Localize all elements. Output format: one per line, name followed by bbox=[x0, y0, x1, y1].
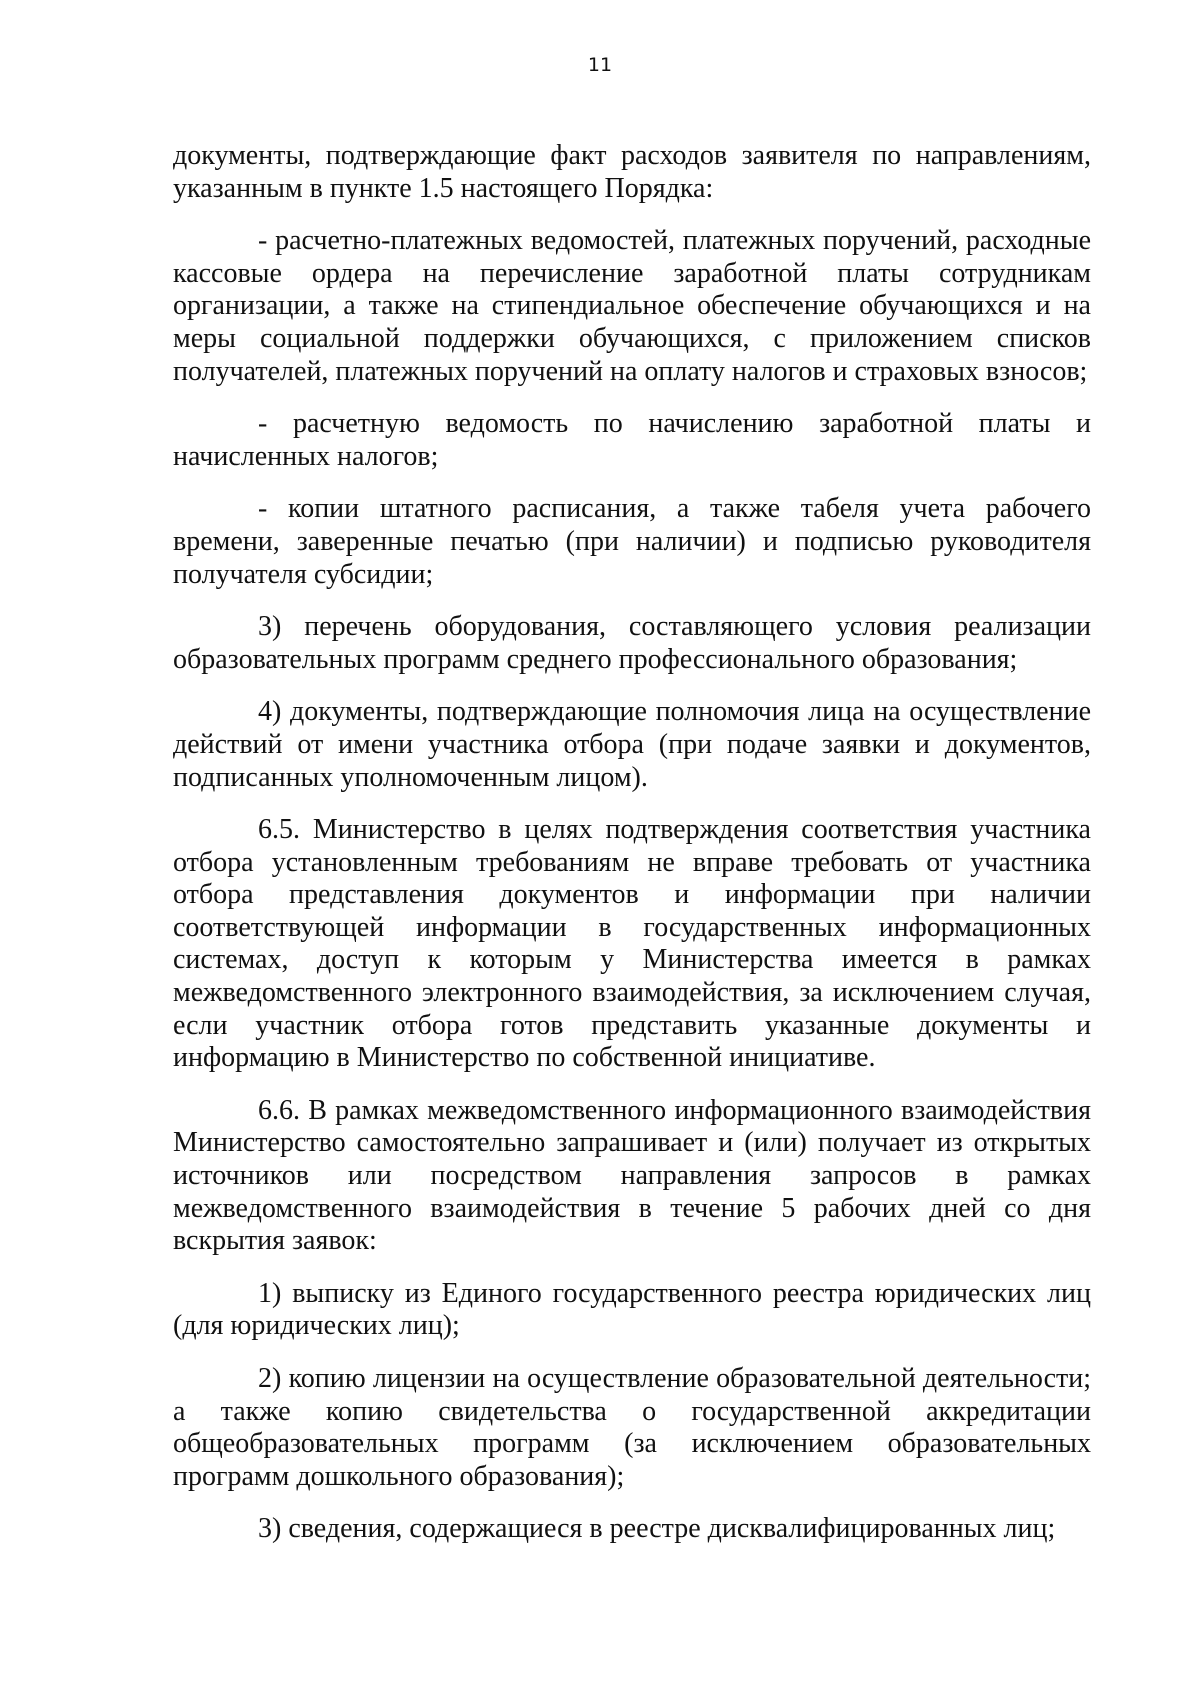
paragraph-registry-extract: 1) выписку из Единого государственного реестра юридических лиц (для юридических лиц); bbox=[173, 1277, 1091, 1342]
paragraph-section-6-6: 6.6. В рамках межведомственного информационного взаимодействия Министерство самостоятельно запрашивает и (или) получает из открытых источников или посредством направления запросов в рамках межведомственного взаимодействия в течение 5 рабочих дней со дня вскрытия заявок: bbox=[173, 1094, 1091, 1257]
paragraph-section-6-5: 6.5. Министерство в целях подтверждения соответствия участника отбора установленным требованиям не вправе требовать от участника отбора представления документов и информации при наличии соответствующей информации в государственных информационных системах, доступ к которым у Министерства имеется в рамках межведомственного электронного взаимодействия, за исключением случая, если участник отбора готов представить указанные документы и информацию в Министерство по собственной инициативе. bbox=[173, 814, 1091, 1074]
paragraph-equipment-list: 3) перечень оборудования, составляющего условия реализации образовательных программ среднего профессионального образования; bbox=[173, 611, 1091, 675]
page-number: 11 bbox=[587, 54, 613, 76]
paragraph-license-copy: 2) копию лицензии на осуществление образовательной деятельности; а также копию свидетельства о государственной аккредитации общеобразовательных программ (за исключением образовательных программ дошкольного образования); bbox=[173, 1363, 1091, 1492]
paragraph-authority-documents: 4) документы, подтверждающие полномочия лица на осуществление действий от имени участника отбора (при подаче заявки и документов, подписанных уполномоченным лицом). bbox=[173, 696, 1091, 793]
document-body bbox=[173, 140, 1091, 1546]
paragraph-payroll-statement: - расчетную ведомость по начислению заработной платы и начисленных налогов; bbox=[173, 408, 1091, 472]
paragraph-payment-statements: - расчетно-платежных ведомостей, платежных поручений, расходные кассовые ордера на перечисление заработной платы сотрудникам организации, а также на стипендиальное обеспечение обучающихся и на меры социальной поддержки обучающихся, с приложением списков получателей, платежных поручений на оплату налогов и страховых взносов; bbox=[173, 225, 1091, 387]
paragraph-disqualified-registry: 3) сведения, содержащиеся в реестре дисквалифицированных лиц; bbox=[258, 1513, 1056, 1545]
paragraph-staff-schedule: - копии штатного расписания, а также табеля учета рабочего времени, заверенные печатью (при наличии) и подписью руководителя получателя субсидии; bbox=[173, 493, 1091, 590]
paragraph-documents-intro: документы, подтверждающие факт расходов заявителя по направлениям, указанным в пункте 1.5 настоящего Порядка: bbox=[173, 140, 1091, 204]
